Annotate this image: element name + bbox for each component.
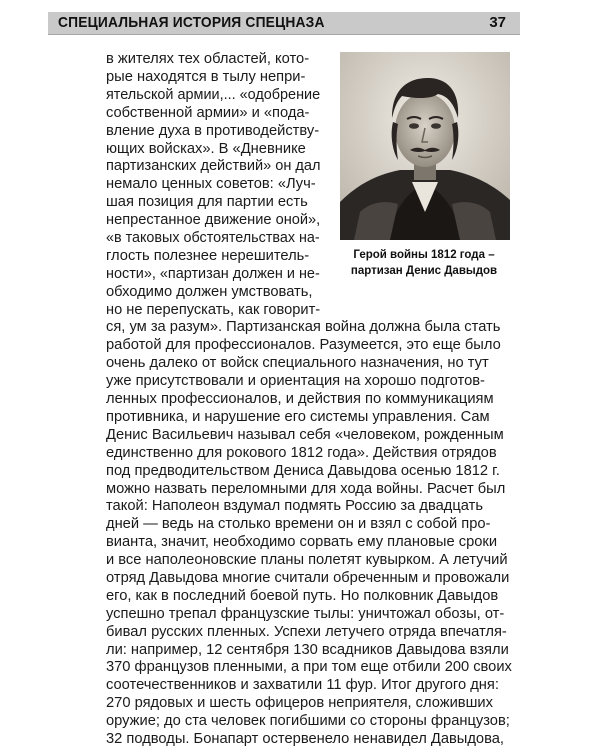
text-line: собственной армии» и «пода- [106,104,310,121]
text-line: ли: например, 12 сентября 130 всадников Давыдова взяли [106,641,509,658]
text-line: такой: Наполеон вздумал подмять Россию за двадцать [106,498,483,515]
text-line: вление духа в противодейству- [106,122,320,139]
text-line: ленных профессионалов, и действия по коммуникациям [106,391,494,407]
text-line: ности», «партизан должен и не- [106,265,320,282]
text-line: очень далеко от войск специального назначения, но тут [106,355,489,372]
text-line: ятельской армии,... «одобрение [106,86,321,103]
running-title: СПЕЦИАЛЬНАЯ ИСТОРИЯ СПЕЦНАЗА [58,14,325,31]
text-line: рые находятся в тылу непри- [106,68,306,85]
figure-caption [326,247,522,279]
text-line: 270 рядовых и шесть офицеров неприятеля, сложивших [106,695,493,712]
text-line: партизанских действий» он дал [106,158,321,175]
text-line: непрестанное движение оной», [106,212,321,229]
caption-line-1: Герой войны 1812 года – [353,249,495,261]
text-line: под предводительством Дениса Давыдова осенью 1812 г. [106,462,500,479]
text-line: 370 французов пленными, а при том еще отбили 200 своих [106,659,512,676]
text-line: дней — ведь на столько времени он и взял с собой про- [106,516,491,533]
text-line: вианта, значит, необходимо сорвать ему плановые сроки [106,534,498,551]
text-line: единственно для рокового 1812 года». Действия отрядов [106,444,497,461]
text-line: и все наполеоновские планы полетят кувырком. А летучий [106,552,508,569]
text-line: ющих войсках». В «Дневнике [106,140,306,157]
text-line: глость полезнее нерешитель- [106,247,310,264]
text-line: уже присутствовали и ориентация на хорошо подготов- [106,373,485,390]
text-line: бивал русских пленных. Успехи летучего отряда впечатля- [106,623,507,640]
text-line: можно назвать переломными для хода войны. Расчет был [106,480,506,497]
text-line: успешно трепал французские тылы: уничтожал обозы, от- [106,605,505,622]
text-line: «в таковых обстоятельствах на- [106,229,320,246]
text-line: оружие; до ста человек погибшими со стороны французов; [106,713,510,730]
text-line: шая позиция для партии есть [106,194,308,211]
text-line: ся, ум за разум». Партизанская война должна была стать [106,319,501,336]
text-line: немало ценных советов: «Луч- [106,176,316,193]
text-line: обходимо должен умствовать, [106,283,313,300]
text-line: Денис Васильевич называл себя «человеком, рожденным [106,426,504,443]
text-line: в жителях тех областей, кото- [106,51,310,67]
text-line: 32 подводы. Бонапарт остервенело ненавидел Давыдова, [106,731,504,747]
caption-line-2: партизан Денис Давыдов [350,265,498,277]
page-number: 37 [489,14,506,31]
portrait-image [340,52,510,240]
text-line: работой для профессионалов. Разумеется, это еще было [106,337,501,354]
text-line: противника, и нарушение его системы управления. Сам [106,408,490,425]
running-header [48,12,520,35]
text-line: соотечественников и захватили 11 фур. Итог другого дня: [106,677,499,694]
text-line: его, как в последний боевой путь. Но полковник Давыдов [106,587,499,604]
text-line: отряд Давыдова многие считали обреченным и провожали [106,569,510,586]
text-line: но не перепускать, как говорит- [106,301,321,318]
